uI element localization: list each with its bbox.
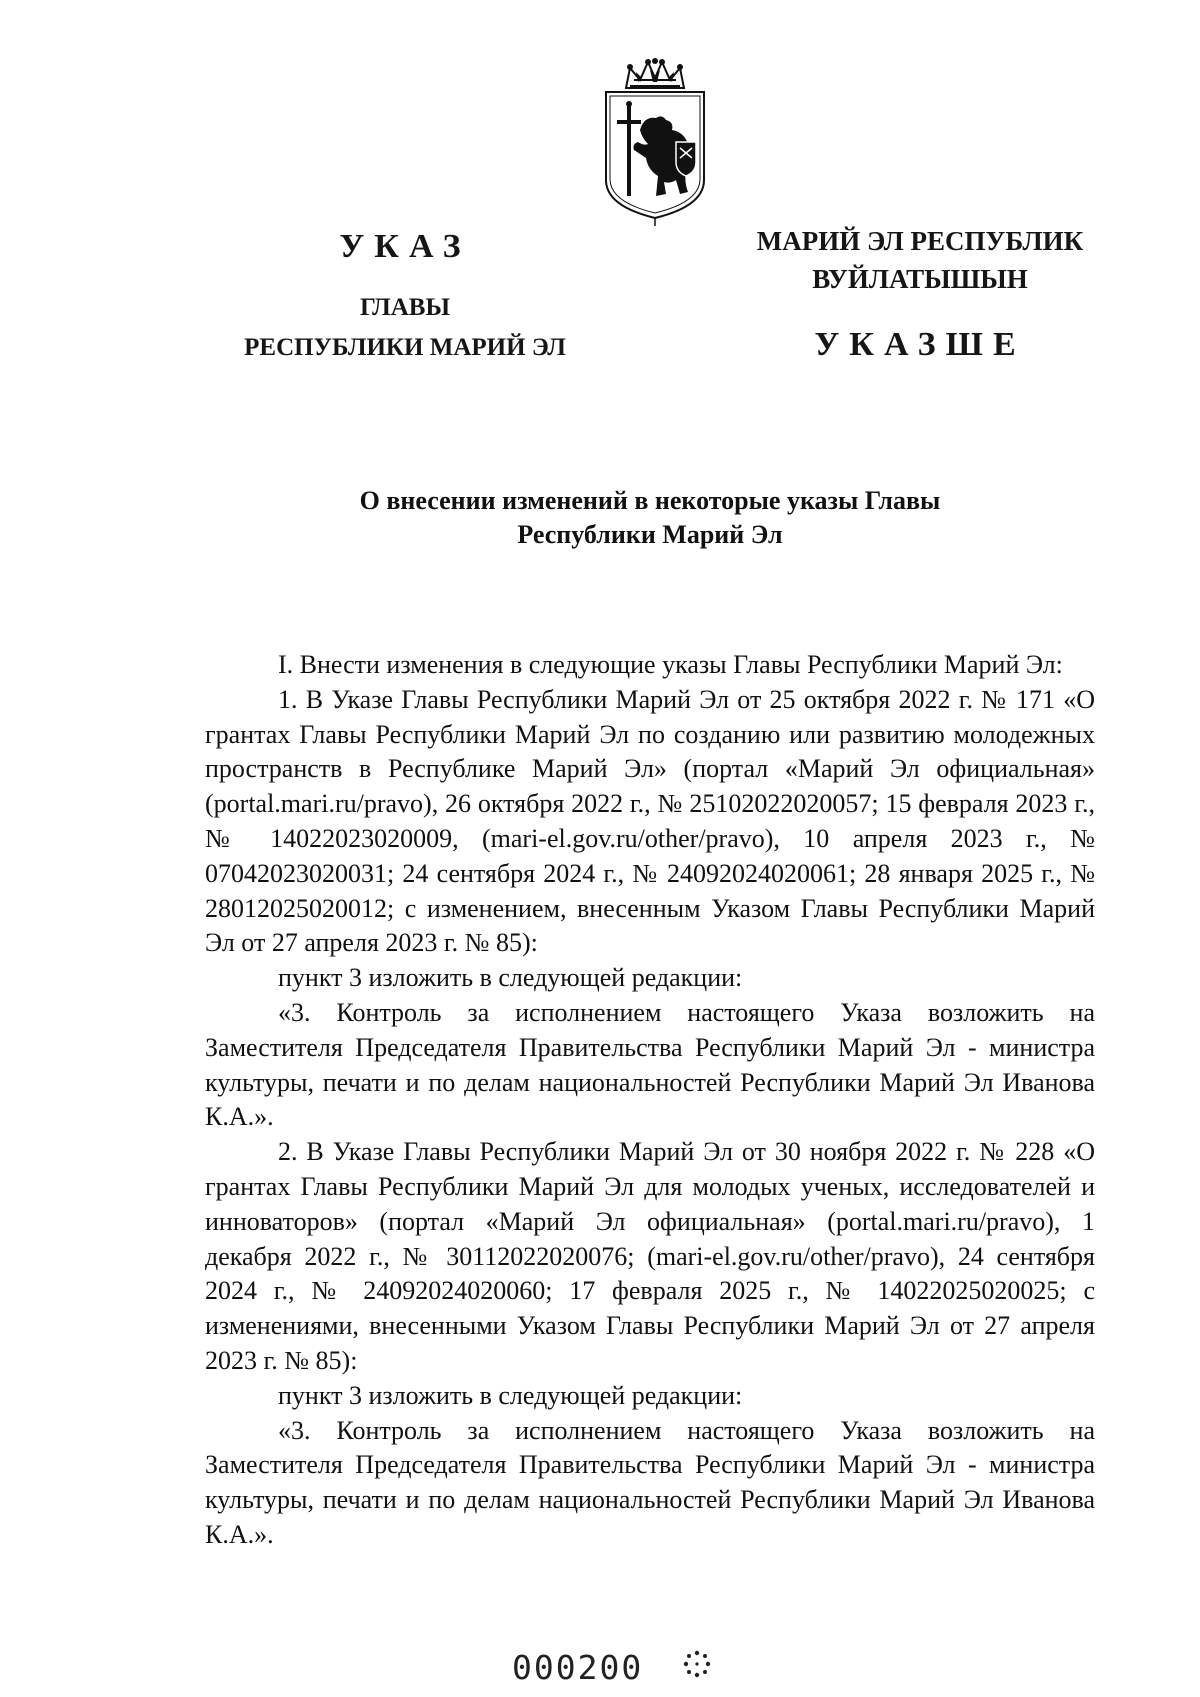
header-republic-ru: РЕСПУБЛИКИ МАРИЙ ЭЛ [244,334,566,361]
document-title-line2: Республики Марий Эл [517,520,783,549]
paragraph-item-2-text: «3. Контроль за исполнением настоящего Указа возложить на Заместителя Председателя Правительства Республики Марий Эл - министра культуры, печати и по делам национальностей Республики Марий Эл Иванова К.А.». [205,1415,1095,1549]
paragraph-item-1-instruction: пункт 3 изложить в следующей редакции: [278,963,743,993]
star-mark-icon [682,1649,712,1679]
document-title-line1: О внесении изменений в некоторые указы Главы [359,486,941,515]
header-head-ru: ГЛАВЫ [359,294,451,321]
paragraph-item-1-text: «3. Контроль за исполнением настоящего Указа возложить на Заместителя Председателя Правительства Республики Марий Эл - министра культуры, печати и по делам национальностей Республики Марий Эл Иванова К.А.». [205,997,1095,1132]
header-decree-title-mari: УКАЗШЕ [814,326,1026,363]
coat-of-arms-icon [600,58,710,230]
paragraph-item-2-instruction: пункт 3 изложить в следующей редакции: [278,1380,743,1410]
document-title [250,484,1050,552]
header-head-mari: ВУЙЛАТЫШЫН [812,264,1028,294]
paragraph-item-2: 2. В Указе Главы Республики Марий Эл от 30 ноября 2022 г. № 228 «О грантах Главы Республики Марий Эл для молодых ученых, исследователей и инноваторов» (портал «Марий Эл официальная» (portal.mari.ru/pravo), 1 декабря 2022 г., № 30112022020076; (mari-el.gov.ru/other/pravo), 24 сентября 2024 г., № 24092024020060; 17 февраля 2025 г., № 14022025020025; с изменениями, внесенными Указом Главы Республики Марий Эл от 27 апреля 2023 г. № 85): [205,1137,1095,1375]
paragraph-item-1: 1. В Указе Главы Республики Марий Эл от 25 октября 2022 г. № 171 «О грантах Главы Республики Марий Эл по созданию или развитию молодежных пространств в Республике Марий Эл» (портал «Марий Эл официальная» (portal.mari.ru/pravo), 26 октября 2022 г., № 25102022020057; 15 февраля 2023 г., № 14022023020009, (mari-el.gov.ru/other/pravo), 10 апреля 2023 г., № 07042023020031; 24 сентября 2024 г., № 24092024020061; 28 января 2025 г., № 28012025020012; с изменением, внесенным Указом Главы Республики Марий Эл от 27 апреля 2023 г. № 85): [205,684,1095,958]
paragraph-intro: I. Внести изменения в следующие указы Главы Республики Марий Эл: [278,650,1063,679]
header-decree-title-ru: УКАЗ [339,228,471,265]
document-body [205,648,1095,1553]
serial-number: 000200 [512,1648,644,1687]
header-republic-mari: МАРИЙ ЭЛ РЕСПУБЛИК [756,226,1084,256]
